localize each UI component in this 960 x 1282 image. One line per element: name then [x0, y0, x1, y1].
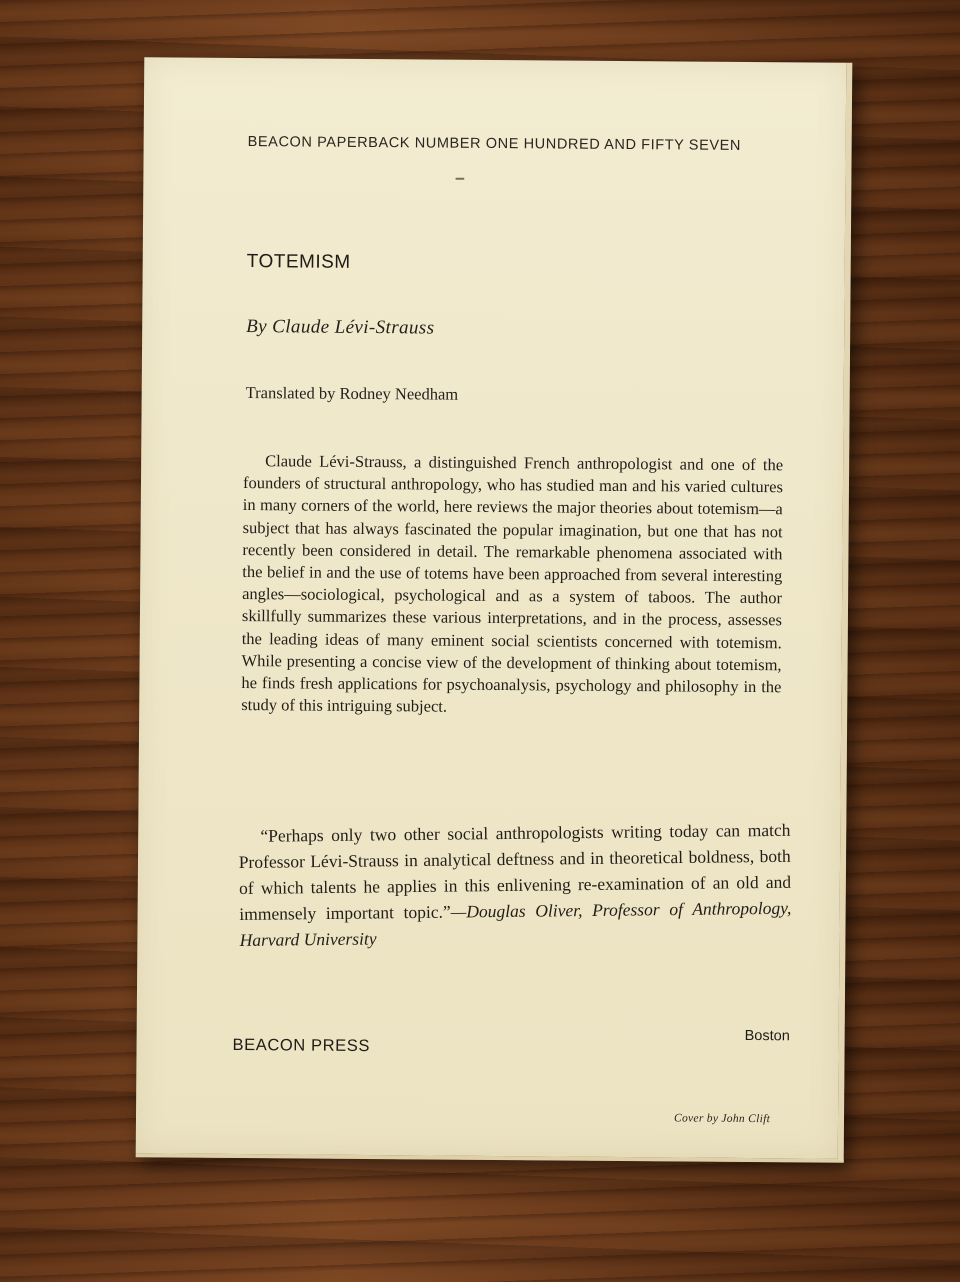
book-back-cover [136, 57, 853, 1163]
paper-speck [455, 178, 464, 180]
review-quote [238, 817, 791, 953]
publisher-name: BEACON PRESS [232, 1035, 371, 1056]
blurb-paragraph: Claude Lévi-Strauss, a distinguished French anthropologist and one of the founders of structural anthropology, who has studied man and his varied cultures in many corners of the world, here reviews the major theories about totemism—a subject that has always fascinated the popular imagination, but one that has not recently been considered in detail. The remarkable phenomena associated with the belief in and the use of totems have been approached from several interesting angles—sociological, psychological and as a system of taboos. The author skillfully summarizes these various interpretations, and in the process, assesses the leading ideas of many eminent social scientists concerned with totemism. While presenting a concise view of the development of thinking about totemism, he finds fresh applications for psychoanalysis, psychology and philosophy in the study of this intriguing subject. [241, 451, 784, 716]
author-line: By Claude Lévi-Strauss [246, 316, 435, 339]
book-title: TOTEMISM [246, 251, 351, 273]
translator-line: Translated by Rodney Needham [245, 383, 459, 404]
cover-credit: Cover by John Clift [673, 1112, 771, 1126]
series-line: BEACON PAPERBACK NUMBER ONE HUNDRED AND FIFTY SEVEN [247, 134, 742, 154]
quote-attribution: —Douglas Oliver, Professor of Anthropology, Harvard University [239, 897, 792, 950]
publisher-city: Boston [744, 1027, 790, 1045]
quote-text: “Perhaps only two other social anthropologists writing today can match Professor Lévi-Strauss in analytical deftness and in theoretical boldness, both of which talents he applies in this enlivening re-examination of an old and immensely important topic.” [238, 819, 792, 924]
